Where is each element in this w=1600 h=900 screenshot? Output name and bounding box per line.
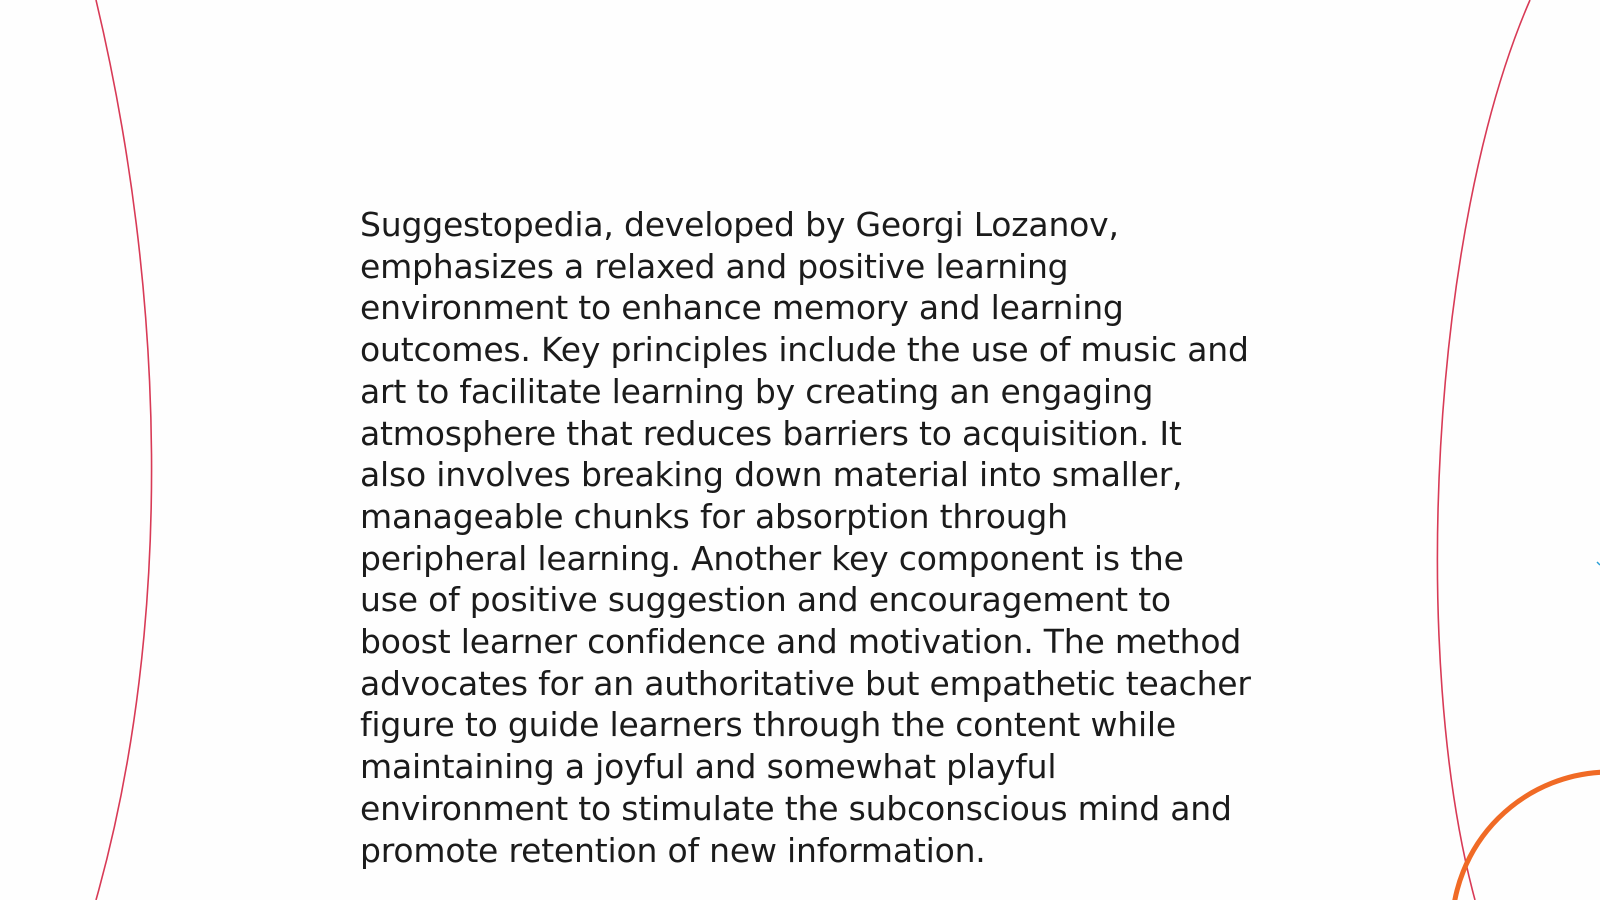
- paragraph-line: advocates for an authoritative but empathetic teacher: [360, 663, 1251, 703]
- right-arc-line: [1437, 0, 1530, 900]
- paragraph-line: figure to guide learners through the content while: [360, 705, 1176, 745]
- paragraph-line: peripheral learning. Another key component is the: [360, 538, 1184, 578]
- orange-circle-outline: [1452, 772, 1600, 900]
- left-arc-line: [96, 0, 152, 900]
- body-paragraph: [360, 204, 1260, 871]
- paragraph-line: emphasizes a relaxed and positive learning: [360, 246, 1069, 286]
- paragraph-line: manageable chunks for absorption through: [360, 496, 1068, 536]
- paragraph-line: atmosphere that reduces barriers to acquisition. It: [360, 413, 1182, 453]
- paragraph-line: promote retention of new information.: [360, 830, 986, 870]
- paragraph-line: boost learner confidence and motivation. The method: [360, 622, 1242, 662]
- paragraph-line: also involves breaking down material into smaller,: [360, 455, 1183, 495]
- paragraph-line: environment to stimulate the subconscious mind and: [360, 788, 1232, 828]
- paragraph-line: outcomes. Key principles include the use of music and: [360, 330, 1249, 370]
- paragraph-line: art to facilitate learning by creating an engaging: [360, 371, 1154, 411]
- paragraph-line: environment to enhance memory and learning: [360, 288, 1124, 328]
- paragraph-line: maintaining a joyful and somewhat playful: [360, 747, 1057, 787]
- paragraph-line: Suggestopedia, developed by Georgi Lozanov,: [360, 205, 1119, 244]
- paragraph-line: use of positive suggestion and encouragement to: [360, 580, 1171, 620]
